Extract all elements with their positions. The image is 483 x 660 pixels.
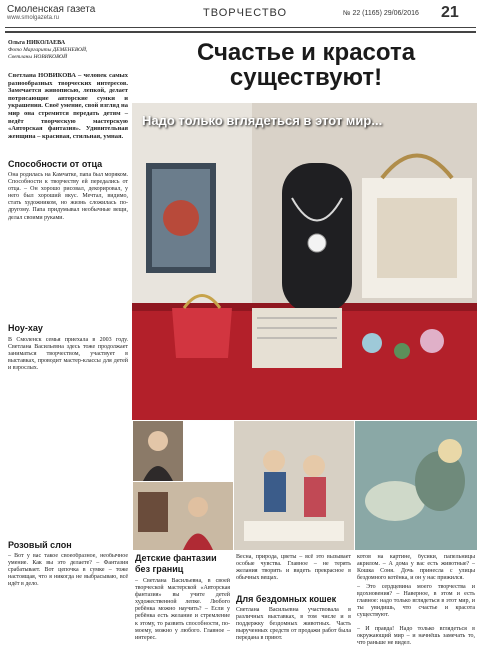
subhead-kids-fantasy: Детские фантазии без границ — [135, 553, 217, 574]
artist-photo — [133, 482, 233, 550]
header-rule-thick — [5, 31, 476, 33]
column-1-text-b: В Смоленск семья приехала в 2003 году. Светлана Васильевна здесь тоже продолжает заниматься творчеством, участвует в выставках, проводит мастер-классы для детей и взрослых. — [8, 337, 128, 372]
kids-illustration — [234, 421, 354, 550]
headline-line-2: существуют! — [229, 64, 383, 91]
column-3-text-a: Весна, природа, цветы – всё это вызывает особые чувства. Главное – не терять желания творить и видеть прекрасное в обычных вещах. — [236, 554, 351, 582]
painting-photo — [355, 421, 477, 550]
column-4-text-a: котов на картине, бусики, папельницы акрилом. – А дома у вас есть животные? – Кошка Соня. Дочь принесла с улицы бездомного котёнка, и он у нас прижился. — [357, 554, 475, 582]
subhead-abilities: Способности от отца — [8, 159, 103, 169]
column-2-text: – Светлана Васильевна, в своей творческой мастерской «Авторская фантазия» вы учите детей художественной лепке. Любого ребёнка можно научить? – Если у ребёнка есть желание и стремление к этому, то развить способности, по-моему, можно у любого. Главное – интерес. — [135, 578, 230, 641]
photo-credit-2: Светланы НОВИКОВОЙ — [8, 54, 68, 60]
headline-line-1: Счастье и красота — [196, 39, 416, 66]
painting-illustration — [355, 421, 477, 550]
header-rule — [5, 27, 476, 28]
main-photo — [132, 103, 477, 420]
issue-date: № 22 (1165) 29/06/2016 — [343, 10, 419, 17]
column-1-text-c: – Вот у вас такое своеобразное, необычное умение. Как вы это делаете? – Фантазия срабатывает. Вот цепочка в сумке – тоже настоящая, что я никогда не выбрасываю, всё идёт в дело. — [8, 553, 128, 588]
photo-caption: Надо только вглядеться в этот мир... — [142, 113, 383, 128]
subhead-know-how: Ноу-хау — [8, 323, 43, 333]
credits — [8, 40, 128, 61]
masthead — [0, 0, 483, 26]
page-number: 21 — [441, 4, 459, 21]
subhead-pink-elephant: Розовый слон — [8, 540, 72, 550]
photo-credit: Фото Маргариты ДЕМЕНЕВОЙ, — [8, 47, 88, 53]
artist-illustration — [133, 482, 233, 550]
paper-name: Смоленская газета — [7, 4, 96, 15]
column-4-text-b: – Это сердцевина моего творчества и вдохновения? – Наверное, в этом и есть главное: надо только вглядеться в этот мир, и ты увидишь, что счастье и красота существуют. — [357, 584, 475, 619]
paper-site: www.smolgazeta.ru — [7, 15, 60, 21]
exhibition-photo-illustration — [132, 103, 477, 420]
headline — [137, 40, 475, 90]
portrait-photo — [133, 421, 183, 481]
section-title: ТВОРЧЕСТВО — [203, 7, 288, 19]
column-3-text-b: Светлана Васильевна участвовала в различных выставках, в том числе и в поддержку бездомных животных. Часть вырученных средств от продажи работ была передана в приют. — [236, 607, 351, 642]
lead-paragraph: Светлана НОВИКОВА – человек самых разнообразных творческих интересов. Замечается живописью, лепкой, делает потрясающие авторские сумки и украшения. Своё умение, свой взгляд на мир она стремится передать детям – ведёт творческую мастерскую «Авторская фантазия». Удивительная женщина – красивая, стильная, умная. — [8, 72, 128, 140]
kids-photo — [234, 421, 354, 550]
author-name: Ольга НИКОЛАЕВА — [8, 40, 66, 46]
subhead-homeless-cats: Для бездомных кошек — [236, 594, 337, 604]
column-4-text-c: – И правда! Надо только вглядеться в окружающий мир – и начнёшь замечать то, что раньше не видел. — [357, 626, 475, 647]
portrait-illustration — [133, 421, 183, 481]
column-1-text-a: Она родилась на Камчатке, папа был моряком. Способности к творчеству ей передались от отца. – Он хорошо рисовал, декорировал, у него был хороший вкус. Мечтал, видимо, стать художником, но жизнь сложилась по-другому. Папа придумывал необычные вещи, делал своими руками. — [8, 172, 128, 221]
